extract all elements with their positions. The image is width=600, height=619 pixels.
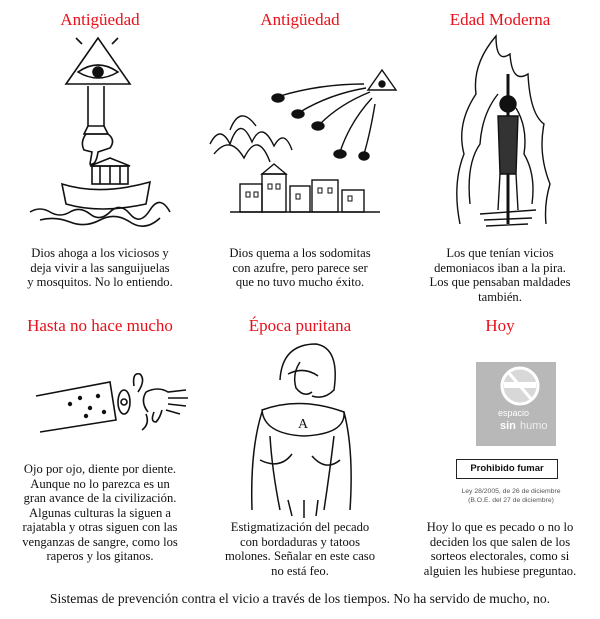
panel-epoca-puritana bbox=[200, 312, 400, 582]
ley-line-1: Ley 28/2005, de 26 de diciembre bbox=[461, 488, 561, 495]
sulfur-rain-city-illustration bbox=[200, 34, 400, 234]
panel-title: Edad Moderna bbox=[449, 10, 551, 29]
panel-hoy bbox=[400, 312, 600, 582]
sign-sin: sin bbox=[500, 420, 516, 432]
panel-caption: Dios ahoga a los viciosos y deja vivir a las sanguijuelas y mosquitos. No lo entiendo. bbox=[27, 246, 173, 289]
burning-stake-illustration bbox=[400, 34, 600, 234]
prohibido-fumar-label: Prohibido fumar bbox=[456, 459, 558, 479]
sign-espacio: espacio bbox=[498, 408, 530, 418]
ley-line-2: (B.O.E. del 27 de diciembre) bbox=[468, 497, 554, 504]
panel-title: Época puritana bbox=[248, 316, 352, 335]
footer-caption: Sistemas de prevención contra el vicio a través de los tiempos. No ha servido de mucho, no. bbox=[49, 591, 551, 606]
svg-text:A: A bbox=[298, 417, 309, 432]
panel-hasta-no-hace-mucho bbox=[0, 312, 200, 582]
panel-antiguedad-flood bbox=[0, 0, 200, 300]
puritan-woman-illustration bbox=[200, 340, 400, 520]
panel-title: Hasta no hace mucho bbox=[27, 316, 173, 335]
severed-hand-illustration bbox=[0, 352, 200, 462]
panel-caption: Dios quema a los sodomitas con azufre, pero parece ser que no tuvo mucho éxito. bbox=[229, 246, 371, 289]
eye-hand-ark-illustration bbox=[0, 34, 200, 234]
panel-caption: Hoy lo que es pecado o no lo deciden los que salen de los sorteos electorales, como si alguien les hubiese preguntao. bbox=[423, 520, 577, 578]
panel-caption: Los que tenían vicios demoniacos iban a la pira. Los que pensaban maldades también. bbox=[429, 246, 571, 304]
panel-title: Antigüedad bbox=[260, 10, 340, 29]
panel-title: Antigüedad bbox=[60, 10, 140, 29]
sign-humo: humo bbox=[520, 420, 548, 432]
panel-caption: Ojo por ojo, diente por diente. Aunque no lo parezca es un gran avance de la civilización. Algunas culturas la siguen a rajatabla y otras siguen con las venganzas de sangre, como los raperos y los gitanos. bbox=[22, 462, 178, 563]
no-smoking-sign bbox=[476, 362, 556, 446]
panel-caption: Estigmatización del pecado con bordaduras y tatoos molones. Señalar en este caso no está feo. bbox=[224, 520, 376, 578]
panel-title: Hoy bbox=[485, 316, 515, 335]
panel-antiguedad-fire bbox=[200, 0, 400, 300]
panel-edad-moderna bbox=[400, 0, 600, 304]
